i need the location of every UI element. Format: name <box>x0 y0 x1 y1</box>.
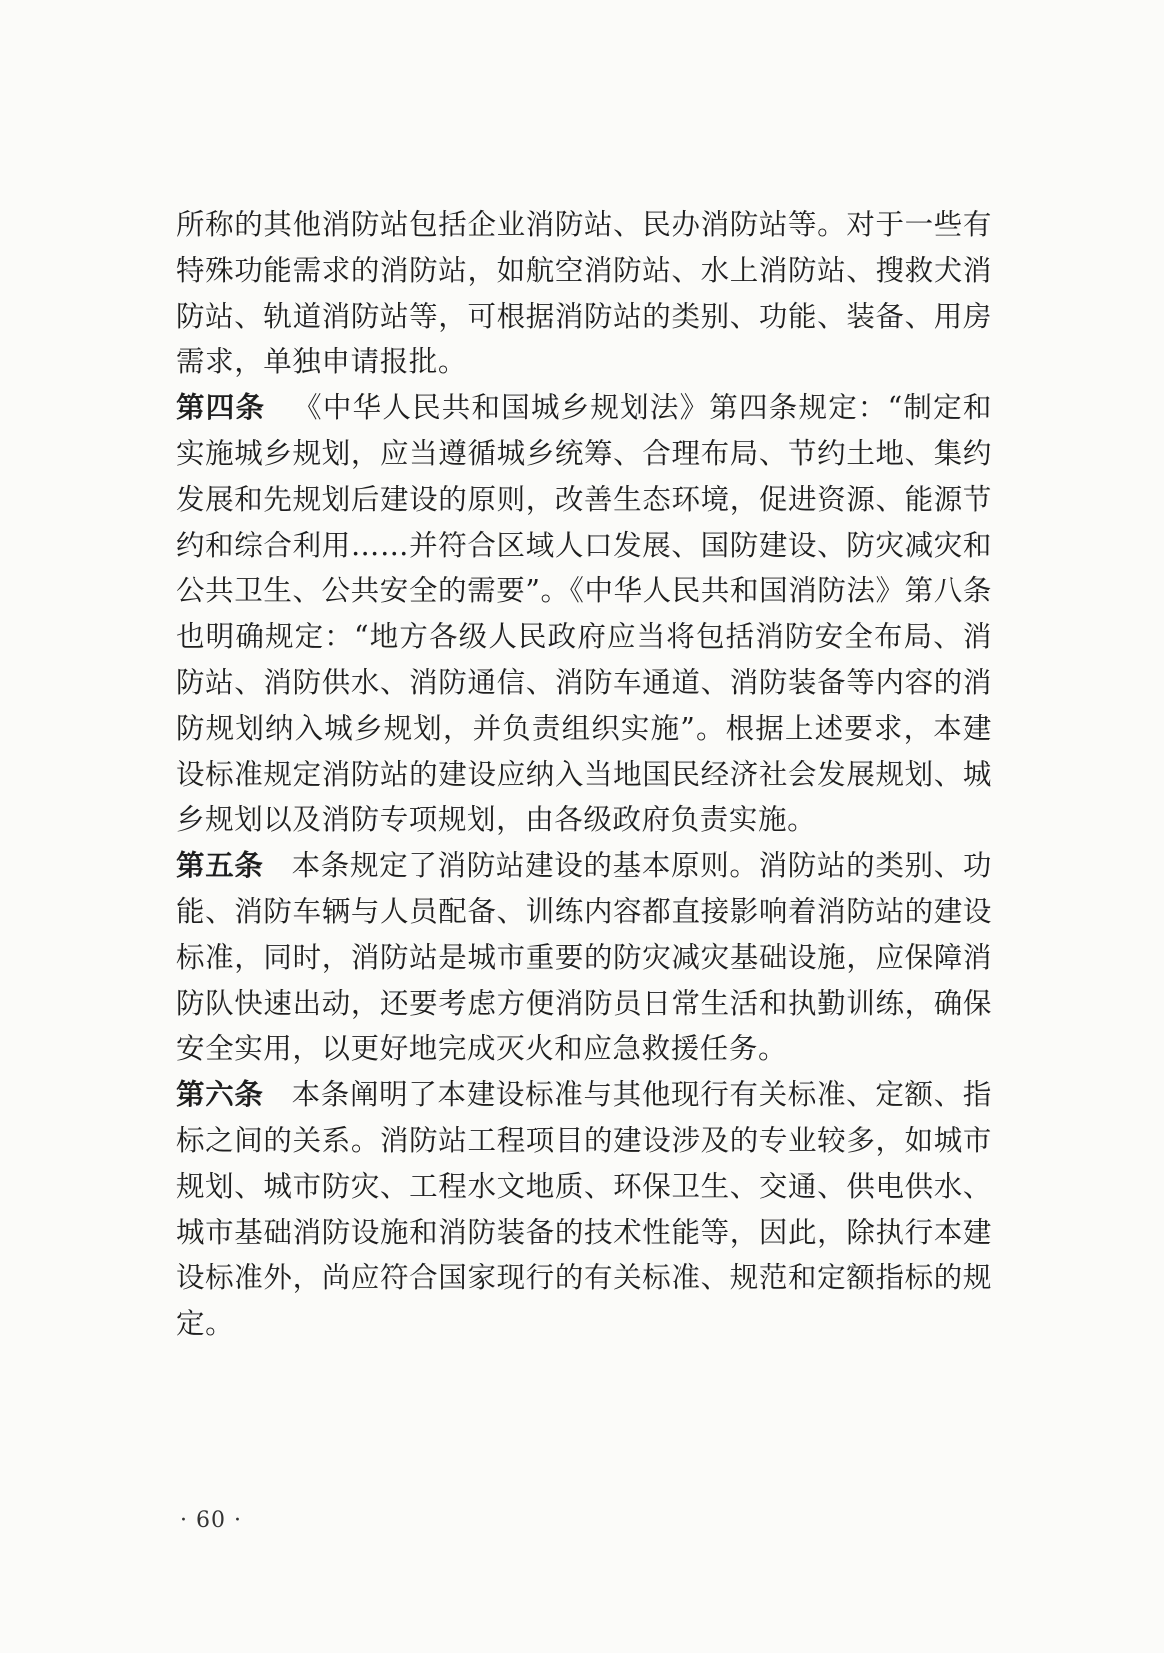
paragraph-text: 《中华人民共和国城乡规划法》第四条规定：“制定和实施城乡规划，应当遵循城乡统筹、合理布局、节约土地、集约发展和先规划后建设的原则，改善生态环境，促进资源、能源节约和综合利用……并符合区域人口发展、国防建设、防灾减灾和公共卫生、公共安全的需要”。《中华人民共和国消防法》第八条也明确规定：“地方各级人民政府应当将包括消防安全布局、消防站、消防供水、消防通信、消防车通道、消防装备等内容的消防规划纳入城乡规划，并负责组织实施”。根据上述要求，本建设标准规定消防站的建设应纳入当地国民经济社会发展规划、城乡规划以及消防专项规划，由各级政府负责实施。 <box>176 391 992 837</box>
article-heading: 第六条 <box>176 1078 264 1112</box>
paragraph-continuation <box>176 202 992 385</box>
article-heading: 第五条 <box>176 849 264 883</box>
paragraph-text: 所称的其他消防站包括企业消防站、民办消防站等。对于一些有特殊功能需求的消防站，如航空消防站、水上消防站、搜救犬消防站、轨道消防站等，可根据消防站的类别、功能、装备、用房需求，单独申请报批。 <box>176 208 992 379</box>
article-6 <box>176 1072 992 1347</box>
article-heading: 第四条 <box>176 391 266 425</box>
document-body <box>176 202 992 1347</box>
paragraph-text: 本条阐明了本建设标准与其他现行有关标准、定额、指标之间的关系。消防站工程项目的建设涉及的专业较多，如城市规划、城市防灾、工程水文地质、环保卫生、交通、供电供水、城市基础消防设施和消防装备的技术性能等，因此，除执行本建设标准外，尚应符合国家现行的有关标准、规范和定额指标的规定。 <box>176 1078 992 1341</box>
page-number: · 60 · <box>180 1508 242 1533</box>
article-5 <box>176 843 992 1072</box>
article-4 <box>176 385 992 843</box>
paragraph-text: 本条规定了消防站建设的基本原则。消防站的类别、功能、消防车辆与人员配备、训练内容都直接影响着消防站的建设标准，同时，消防站是城市重要的防灾减灾基础设施，应保障消防队快速出动，还要考虑方便消防员日常生活和执勤训练，确保安全实用，以更好地完成灭火和应急救援任务。 <box>176 849 992 1066</box>
